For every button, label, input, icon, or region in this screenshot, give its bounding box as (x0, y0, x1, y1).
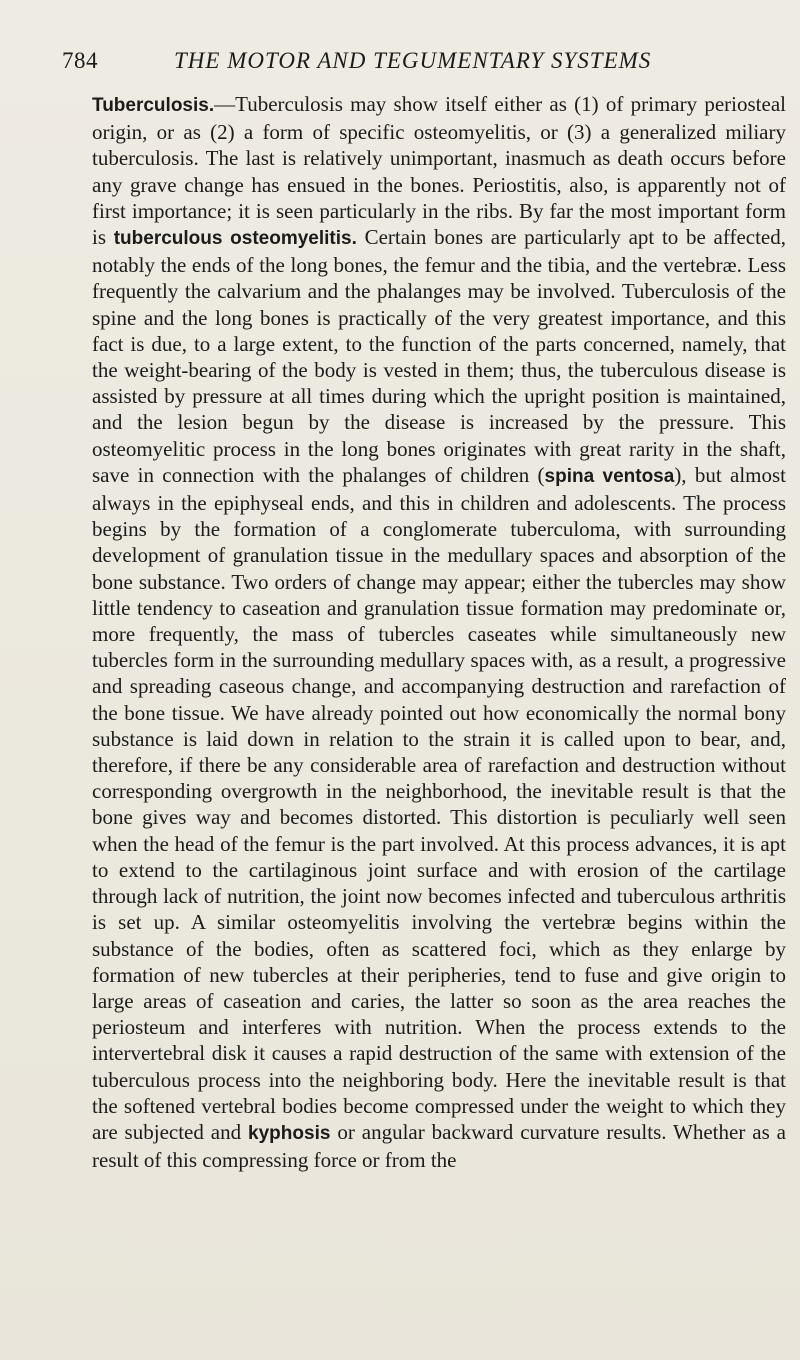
running-header (62, 48, 752, 88)
bold-term: tuberculous osteomyelitis. (113, 228, 357, 250)
section-run-in-heading: Tuberculosis. (92, 95, 215, 116)
running-title: THE MOTOR AND TEGUMENTARY SYSTEMS (174, 48, 652, 73)
text-segment: ), but almost always in the epiphyseal ends, and this in children and adolescents. The process begins by the formation of a conglomerate tuberculoma, with surrounding development of granulation tissue in the medullary spaces and absorption of the bone substance. Two orders of change may appear; either the tubercles may show little tendency to caseation and granulation tissue formation may predominate or, more frequently, the mass of tubercles caseates while simultaneously new tubercles form in the surrounding medullary spaces with, as a result, a progressive and spreading caseous change, and accompanying destruction and rarefaction of the bone tissue. We have already pointed out how economically the normal bony substance is laid down in relation to the strain it is called upon to bear, and, therefore, if there be any considerable area of rarefaction and destruction without corresponding overgrowth in the neighborhood, the inevitable result is that the bone gives way and becomes distorted. This distortion is peculiarly well seen when the head of the femur is the part involved. At this process advances, it is apt to extend to the cartilaginous joint surface and with erosion of the cartilage through lack of nutrition, the joint now becomes infected and tuberculous arthritis is set up. A similar osteomyelitis involving the vertebræ begins within the substance of the bodies, often as scattered foci, which as they enlarge by formation of new tubercles at their peripheries, tend to fuse and give origin to large areas of caseation and caries, the latter so soon as the area reaches the periosteum and interferes with nutrition. When the process extends to the intervertebral disk it causes a rapid destruction of the same with extension of the tuberculous process into the neighboring body. Here the inevitable result is that the softened vertebral bodies become compressed under the weight to which they are subjected and (92, 462, 787, 1144)
bold-term: spina ventosa (544, 465, 675, 487)
text-segment: or angular backward curvature results. Whether as a result of this compressing force or from the (92, 1119, 786, 1173)
page-number: 784 (62, 48, 98, 73)
text-segment: Certain bones are particularly apt to be affected, notably the ends of the long bones, the femur and the tibia, and the vertebræ. Less frequently the calvarium and the phalanges may be involved. Tuberculosis of the spine and the long bones is practically of the very greatest importance, and this fact is due, to a large extent, to the function of the parts concerned, namely, that the weight-bearing of the body is vested in them; thus, the tuberculous disease is assisted by pressure at all times during which the upright position is maintained, and the lesion begun by the disease is increased by the pressure. This osteomyelitic process in the long bones originates with great rarity in the shaft, save in connection with the phalanges of children ( (92, 225, 786, 487)
bold-term: kyphosis (248, 1122, 331, 1144)
body-paragraph (92, 91, 786, 1173)
text-segment: —Tuberculosis may show itself either as (1) of primary periosteal origin, or as (2) a form of specific osteomyelitis, or (3) a generalized miliary tuberculosis. The last is relatively unimportant, inasmuch as death occurs before any grave change has ensued in the bones. Periostitis, also, is apparently not of first importance; it is seen particularly in the ribs. By far the most important form is (92, 92, 786, 250)
